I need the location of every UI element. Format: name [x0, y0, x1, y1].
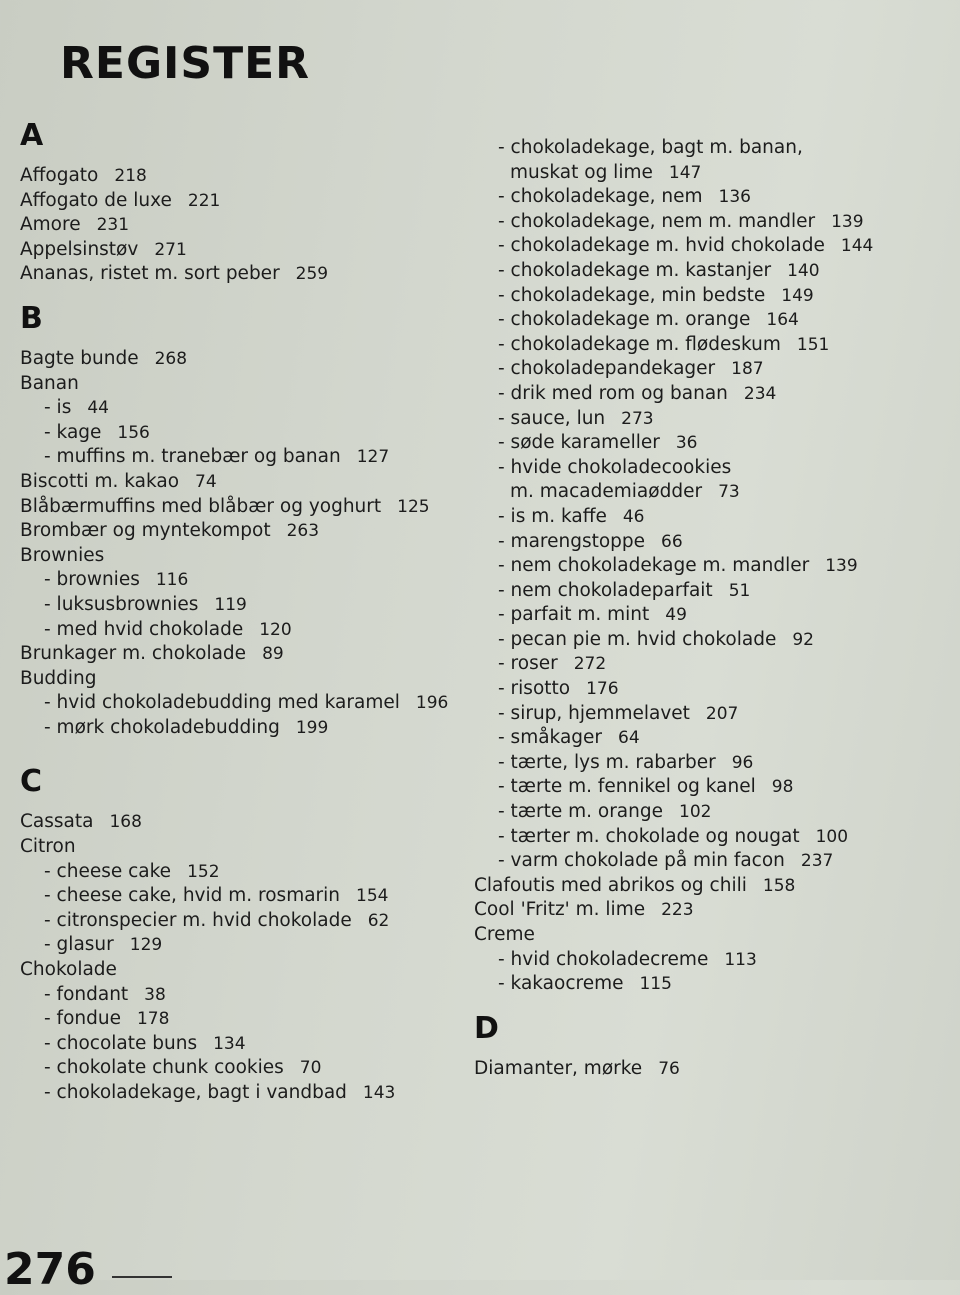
entry-text: Biscotti m. kakao [20, 470, 180, 492]
entry-text: - cheese cake, hvid m. rosmarin [44, 885, 341, 907]
index-subentry [474, 751, 844, 776]
entry-text: Clafoutis med abrikos og chili [474, 874, 747, 896]
entry-page-number: 100 [815, 826, 849, 847]
entry-text: Appelsinstøv [20, 238, 139, 260]
entry-page-number: 187 [731, 359, 764, 380]
entry-text: - chokoladekage, nem [498, 186, 703, 208]
entry-page-number: 44 [87, 398, 109, 419]
entry-page-number: 237 [800, 851, 834, 872]
entry-text: - chokoladekage m. orange [498, 309, 751, 331]
section-letter-a: A [20, 118, 44, 153]
index-entry [20, 347, 460, 372]
entry-text: - småkager [498, 727, 603, 749]
entry-text: - risotto [498, 678, 571, 700]
index-subentry [474, 775, 844, 800]
index-subentry [20, 884, 460, 909]
index-subentry [474, 382, 844, 407]
entry-text: - brownies [44, 569, 140, 591]
entry-page-number: 115 [639, 974, 672, 995]
index-entry [474, 1057, 844, 1082]
index-entry [20, 835, 460, 860]
entry-text: - chokoladekage m. hvid chokolade [498, 235, 825, 257]
index-subentry [20, 933, 460, 958]
section-letter-d: D [474, 1010, 499, 1046]
entry-page-number: 268 [154, 348, 188, 369]
entry-page-number: 136 [718, 187, 751, 208]
index-subentry [474, 407, 844, 432]
section-letter-b: B [20, 300, 43, 336]
entry-text: Citron [20, 836, 76, 858]
index-entry [20, 164, 460, 189]
entry-page-number: 143 [362, 1083, 396, 1103]
entry-page-number: 207 [705, 703, 739, 724]
entry-text: muskat og lime [510, 161, 653, 183]
entry-text: - marengstoppe [498, 530, 646, 552]
entry-text: - chokoladekage m. kastanjer [498, 259, 772, 281]
entry-text: - roser [498, 653, 558, 675]
entry-page-number: 263 [286, 521, 320, 542]
entry-text: - chokoladepandekager [498, 358, 716, 380]
index-entry [20, 519, 460, 544]
entry-text: - fondue [44, 1008, 121, 1030]
entry-text: - luksusbrownies [44, 593, 199, 615]
entry-page-number: 98 [771, 777, 794, 798]
index-subentry [474, 210, 864, 235]
entry-text: - chokoladekage, min bedste [498, 284, 766, 306]
entry-page-number: 62 [367, 910, 390, 931]
page-number-rule [112, 1276, 172, 1278]
index-entry [20, 544, 460, 569]
entry-text: - nem chokoladeparfait [498, 579, 713, 601]
entry-text: - muffins m. tranebær og banan [44, 446, 341, 468]
index-subentry [474, 136, 844, 161]
entry-page-number: 176 [586, 679, 619, 700]
index-subentry [474, 284, 844, 309]
index-subentry [474, 702, 844, 727]
entry-page-number: 231 [96, 215, 130, 236]
entry-page-number: 74 [195, 471, 217, 492]
index-entry [20, 238, 460, 263]
entry-text: - tærte m. orange [498, 801, 663, 823]
entry-page-number: 158 [762, 875, 796, 896]
entry-page-number: 139 [831, 211, 864, 232]
index-entry [20, 470, 460, 495]
index-subentry [474, 652, 844, 677]
entry-text: - chokoladekage, nem m. mandler [498, 210, 816, 232]
entry-page-number: 70 [299, 1058, 322, 1079]
entry-text: - mørk chokoladebudding [44, 716, 280, 738]
entry-page-number: 259 [295, 264, 329, 285]
entry-text: - chokolate chunk cookies [44, 1057, 284, 1079]
entry-text: - chokoladekage, bagt m. banan, [498, 137, 803, 158]
page-title: REGISTER [60, 38, 311, 89]
index-entry [20, 372, 460, 397]
entry-page-number: 49 [665, 605, 687, 626]
page-number: 276 [4, 1244, 96, 1295]
index-subentry [474, 726, 844, 751]
entry-page-number: 273 [621, 408, 654, 429]
entry-page-number: 234 [743, 383, 777, 404]
index-subentry [474, 234, 874, 259]
entry-page-number: 46 [622, 506, 645, 527]
entry-text: - chokoladekage, bagt i vandbad [44, 1082, 347, 1103]
index-subentry [474, 579, 844, 604]
entry-page-number: 154 [356, 886, 389, 907]
index-subentry [20, 1032, 460, 1057]
entry-text: Cassata [20, 811, 94, 833]
entry-page-number: 76 [658, 1058, 680, 1079]
index-column-left [20, 118, 460, 1106]
index-subentry [20, 691, 460, 716]
index-entry [20, 810, 460, 835]
entry-text: Budding [20, 667, 97, 689]
entry-text: - fondant [44, 983, 129, 1005]
entry-text: - cheese cake [44, 860, 172, 882]
entry-text: - kage [44, 421, 102, 443]
index-subentry [20, 445, 460, 470]
entry-text: - kakaocreme [498, 973, 624, 995]
index-subentry [474, 431, 844, 456]
index-entry [20, 262, 460, 287]
entry-page-number: 116 [155, 570, 189, 591]
entry-page-number: 125 [397, 496, 430, 517]
entry-text: - citronspecier m. hvid chokolade [44, 909, 352, 931]
entry-page-number: 164 [766, 310, 799, 331]
entry-page-number: 38 [144, 984, 166, 1005]
entry-text: - hvide chokoladecookies [498, 456, 732, 478]
index-subentry [474, 603, 844, 628]
entry-text: Amore [20, 214, 81, 236]
index-subentry [474, 505, 844, 530]
index-subentry [474, 800, 844, 825]
index-entry [474, 923, 844, 948]
entry-page-number: 36 [675, 433, 698, 454]
entry-text: - tærter m. chokolade og nougat [498, 825, 800, 847]
entry-text: Chokolade [20, 959, 117, 981]
index-subentry [474, 456, 844, 481]
index-subentry [20, 421, 460, 446]
entry-page-number: 149 [781, 285, 814, 306]
index-subentry [20, 618, 460, 643]
entry-page-number: 73 [718, 482, 740, 503]
entry-text: - chocolate buns [44, 1032, 198, 1054]
index-subentry [474, 185, 844, 210]
entry-text: - hvid chokoladebudding med karamel [44, 692, 400, 714]
index-subentry [474, 480, 844, 505]
entry-page-number: 127 [356, 447, 390, 468]
index-entry [20, 213, 460, 238]
entry-text: Brombær og myntekompot [20, 520, 271, 542]
index-subentry [20, 909, 460, 934]
entry-page-number: 147 [668, 162, 702, 183]
entry-page-number: 140 [787, 260, 820, 281]
entry-text: - glasur [44, 934, 114, 956]
entry-text: - parfait m. mint [498, 604, 650, 626]
entry-text: Brownies [20, 544, 105, 566]
entry-page-number: 51 [728, 580, 751, 601]
index-subentry [20, 568, 460, 593]
entry-text: - is m. kaffe [498, 505, 607, 527]
entry-page-number: 151 [796, 334, 830, 355]
entry-page-number: 156 [117, 422, 150, 443]
index-subentry [474, 972, 844, 997]
entry-page-number: 66 [661, 531, 683, 552]
index-entry [20, 189, 460, 214]
entry-text: Creme [474, 924, 535, 945]
entry-page-number: 152 [187, 861, 220, 882]
index-entry [474, 874, 844, 899]
index-subentry [474, 948, 844, 973]
entry-page-number: 113 [724, 949, 757, 970]
index-subentry [474, 161, 844, 186]
index-subentry [20, 716, 460, 741]
index-entry [20, 958, 460, 983]
entry-page-number: 168 [109, 812, 142, 833]
entry-text: Affogato de luxe [20, 189, 172, 211]
entry-page-number: 89 [262, 644, 284, 665]
entry-page-number: 92 [792, 629, 814, 650]
entry-text: - sirup, hjemmelavet [498, 702, 690, 724]
entry-text: Bagte bunde [20, 347, 139, 369]
index-subentry [474, 677, 844, 702]
entry-page-number: 120 [259, 619, 292, 640]
entry-text: - varm chokolade på min facon [498, 850, 785, 872]
index-subentry [474, 333, 844, 358]
index-subentry [20, 396, 460, 421]
entry-page-number: 96 [731, 752, 754, 773]
entry-text: Banan [20, 372, 79, 394]
entry-text: - med hvid chokolade [44, 618, 244, 640]
entry-page-number: 221 [187, 190, 221, 211]
index-subentry [474, 357, 844, 382]
entry-text: Diamanter, mørke [474, 1057, 643, 1079]
entry-page-number: 178 [136, 1009, 170, 1030]
index-subentry [20, 860, 460, 885]
entry-page-number: 199 [295, 717, 329, 738]
entry-page-number: 218 [114, 166, 147, 186]
entry-page-number: 129 [129, 935, 163, 956]
entry-text: Ananas, ristet m. sort peber [20, 263, 280, 285]
entry-page-number: 102 [679, 802, 712, 823]
entry-text: - tærte m. fennikel og kanel [498, 776, 756, 798]
entry-text: Affogato [20, 165, 99, 186]
entry-text: - chokoladekage m. flødeskum [498, 333, 781, 355]
entry-text: Brunkager m. chokolade [20, 643, 247, 665]
index-subentry [474, 554, 858, 579]
index-subentry [474, 628, 844, 653]
entry-text: - pecan pie m. hvid chokolade [498, 628, 777, 650]
index-entry [474, 898, 844, 923]
entry-page-number: 64 [618, 728, 640, 749]
entry-text: - nem chokoladekage m. mandler [498, 555, 810, 577]
index-column-right [474, 136, 874, 1081]
entry-text: m. macademiaødder [510, 481, 703, 503]
entry-text: Blåbærmuffins med blåbær og yoghurt [20, 495, 382, 517]
index-subentry [474, 825, 849, 850]
entry-page-number: 271 [154, 239, 187, 260]
entry-page-number: 134 [213, 1033, 246, 1054]
entry-page-number: 144 [840, 236, 874, 257]
index-subentry [20, 1056, 460, 1081]
entry-page-number: 272 [573, 654, 607, 675]
index-subentry [20, 1081, 460, 1106]
entry-text: - is [44, 397, 72, 419]
index-subentry [474, 849, 844, 874]
entry-text: - hvid chokoladecreme [498, 948, 709, 970]
index-subentry [474, 530, 844, 555]
entry-text: - drik med rom og banan [498, 382, 728, 404]
entry-page-number: 223 [661, 900, 694, 921]
index-subentry [20, 593, 460, 618]
section-letter-c: C [20, 764, 43, 800]
index-entry [20, 667, 460, 692]
entry-text: Cool 'Fritz' m. lime [474, 899, 646, 921]
index-subentry [20, 1007, 460, 1032]
entry-text: - søde karameller [498, 432, 660, 454]
index-subentry [474, 308, 844, 333]
index-entry [20, 495, 460, 520]
index-subentry [474, 259, 844, 284]
entry-page-number: 139 [825, 556, 858, 577]
index-entry [20, 642, 460, 667]
entry-page-number: 119 [214, 594, 247, 615]
index-subentry [20, 983, 460, 1008]
entry-page-number: 196 [415, 693, 449, 714]
entry-text: - tærte, lys m. rabarber [498, 751, 716, 773]
entry-text: - sauce, lun [498, 407, 606, 429]
